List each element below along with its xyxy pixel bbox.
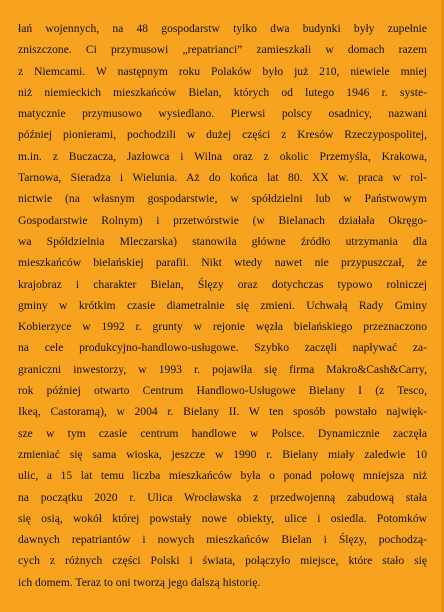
- text-block: [18, 18, 427, 593]
- text-line: z Niemcami. W następnym roku Polaków było już 210, niewiele mniej: [18, 64, 427, 78]
- text-line: Kobierzyce w 1992 r. grunty w rejonie węzła bielańskiego przeznaczono: [18, 320, 427, 334]
- text-line: nictwie (na własnym gospodarstwie, w spółdzielni lub w Państwowym: [18, 192, 427, 206]
- text-line: m.in. z Buczacza, Jazłowca i Wilna oraz z okolic Przemyśla, Krakowa,: [18, 149, 427, 163]
- text-line: ulic, a 15 lat temu liczba mieszkańców była o ponad połowę mniejsza niż: [18, 469, 427, 483]
- text-line: zmieniać się sama wioska, jeszcze w 1990 r. Bielany miały zaledwie 10: [18, 447, 427, 461]
- text-line-last: ich domem. Teraz to oni tworzą jego dalszą historię.: [18, 575, 261, 589]
- text-line: matycznie przymusowo wysiedlano. Pierwsi polscy osadnicy, nazwani: [18, 107, 427, 121]
- text-line: się osią, wokół której powstały nowe obiekty, ulice i osiedla. Potomków: [18, 511, 427, 525]
- text-line: wa Spółdzielnia Mleczarska) stanowiła główne źródło utrzymania dla: [18, 234, 427, 248]
- text-line: łań wojennych, na 48 gospodarstw tylko dwa budynki były zupełnie: [18, 22, 427, 35]
- text-line: gminy w krótkim czasie diametralnie się zmieni. Uchwałą Rady Gminy: [18, 298, 427, 312]
- text-line: sze w tym czasie centrum handlowe w Polsce. Dynamicznie zaczęła: [18, 426, 427, 440]
- text-line: dawnych repatriantów i nowych mieszkańców Bielan i Ślęzy, pochodzą-: [18, 533, 427, 547]
- text-line: krajobraz i charakter Bielan, Ślęzy oraz dotychczas typowo rolniczej: [18, 277, 427, 291]
- text-line: zniszczone. Ci przymusowi „repatrianci” zamieszkali w domach razem: [18, 43, 427, 57]
- text-line: Ikeą, Castoramą), w 2004 r. Bielany II. W ten sposób powstało najwięk-: [18, 405, 427, 419]
- text-line: Tarnowa, Sieradza i Wielunia. Aż do końca lat 80. XX w. praca w rol-: [18, 171, 427, 185]
- text-line: cych z różnych części Polski i świata, połączyło miejsce, które stało się: [18, 554, 427, 568]
- text-line: graniczni inwestorzy, w 1993 r. pojawiła się firma Makro&Cash&Carry,: [18, 362, 427, 376]
- text-line: Gospodarstwie Rolnym) i przetwórstwie (w Bielanach działała Okręgo-: [18, 213, 427, 227]
- text-line: na cele produkcyjno-handlowo-usługowe. Szybko zaczęli napływać za-: [18, 341, 427, 355]
- text-line: niż niemieckich mieszkańców Bielan, których od lutego 1946 r. syste-: [18, 85, 427, 99]
- text-line: później pionierami, pochodzili w dużej części z Kresów Rzeczypospolitej,: [18, 128, 427, 142]
- text-line: na początku 2020 r. Ulica Wrocławska z przedwojenną zabudową stała: [18, 490, 427, 504]
- text-line: rok później otwarto Centrum Handlowo-Usługowe Bielany I (z Tesco,: [18, 384, 427, 398]
- text-line: mieszkańców bielańskiej parafii. Nikt wtedy nawet nie przypuszczał, że: [18, 256, 427, 270]
